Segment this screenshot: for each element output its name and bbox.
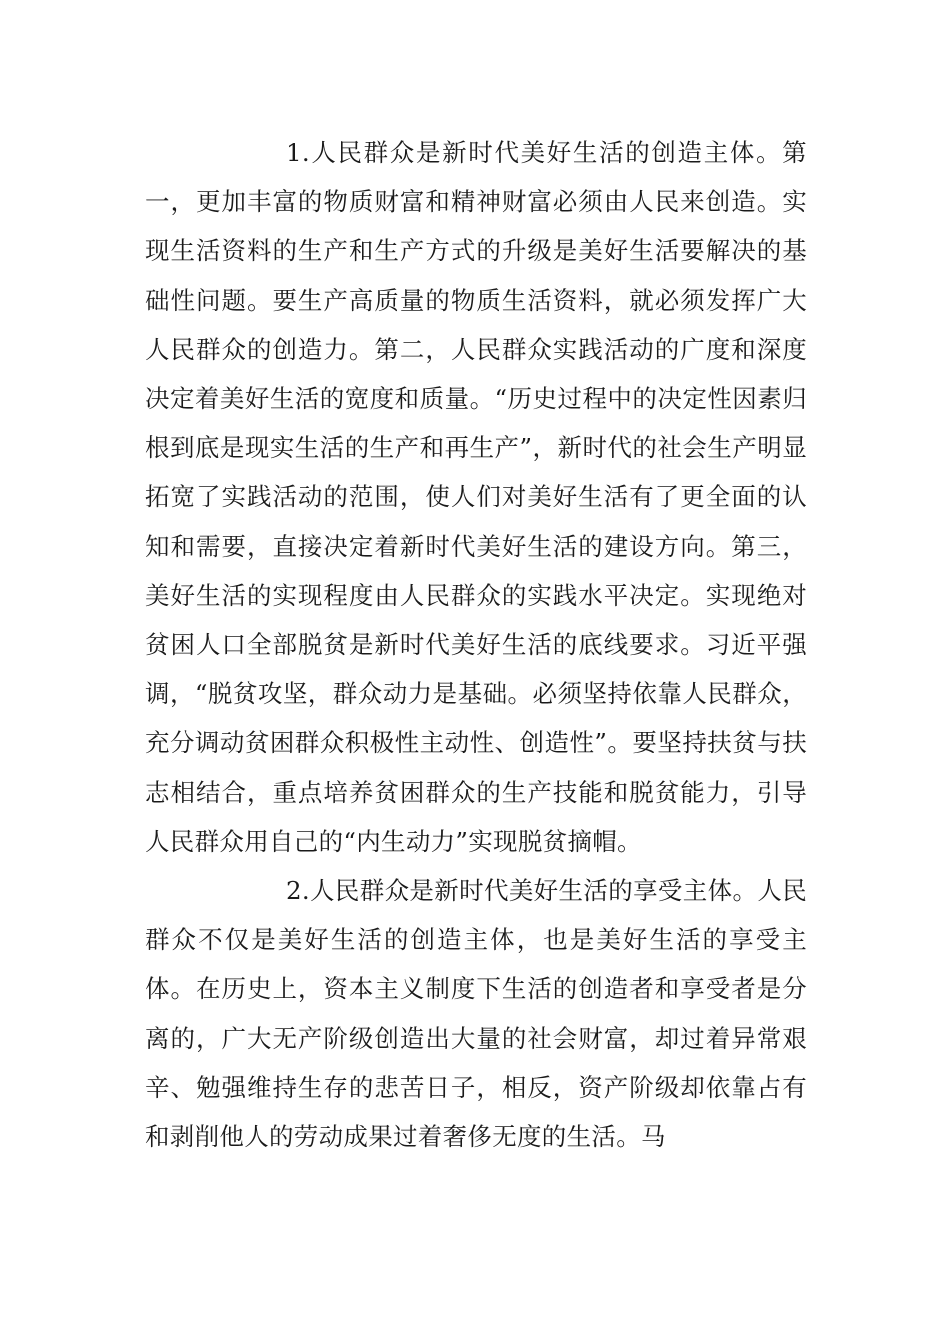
body-text	[145, 128, 807, 1161]
paragraph-1: 1.人民群众是新时代美好生活的创造主体。第一，更加丰富的物质财富和精神财富必须由人民来创造。实现生活资料的生产和生产方式的升级是美好生活要解决的基础性问题。要生产高质量的物质生活资料，就必须发挥广大人民群众的创造力。第二，人民群众实践活动的广度和深度决定着美好生活的宽度和质量。“历史过程中的决定性因素归根到底是现实生活的生产和再生产”，新时代的社会生产明显拓宽了实践活动的范围，使人们对美好生活有了更全面的认知和需要，直接决定着新时代美好生活的建设方向。第三，美好生活的实现程度由人民群众的实践水平决定。实现绝对贫困人口全部脱贫是新时代美好生活的底线要求。习近平强调，“脱贫攻坚，群众动力是基础。必须坚持依靠人民群众，充分调动贫困群众积极性主动性、创造性”。要坚持扶贫与扶志相结合，重点培养贫困群众的生产技能和脱贫能力，引导人民群众用自己的“内生动力”实现脱贫摘帽。	[145, 138, 807, 856]
paragraph-2: 2.人民群众是新时代美好生活的享受主体。人民群众不仅是美好生活的创造主体，也是美好生活的享受主体。在历史上，资本主义制度下生活的创造者和享受者是分离的，广大无产阶级创造出大量的社会财富，却过着异常艰辛、勉强维持生存的悲苦日子，相反，资产阶级却依靠占有和剥削他人的劳动成果过着奢侈无度的生活。马	[145, 876, 807, 1152]
